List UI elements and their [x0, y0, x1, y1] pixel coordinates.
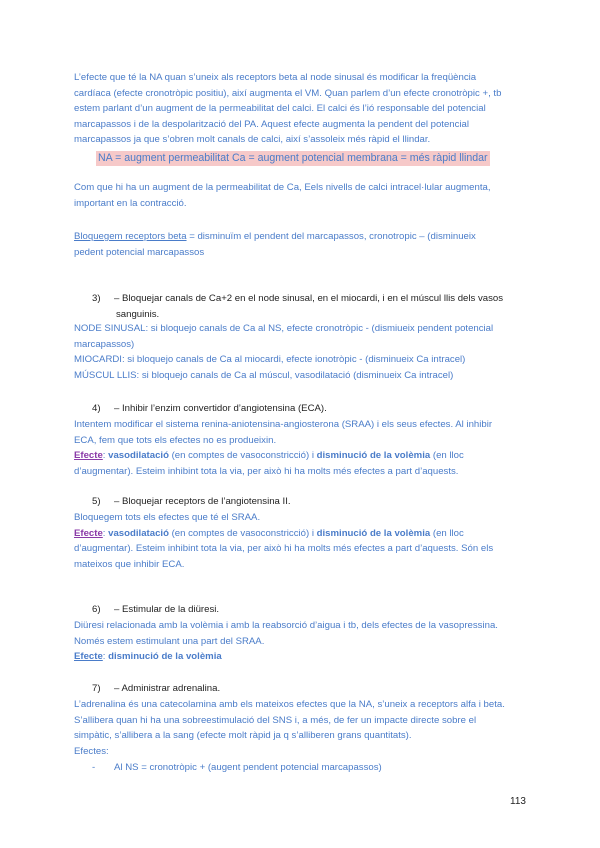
- text-line: d’augmentar). Esteim inhibint tota la via, per això hi ha molts més efectes a part d’aquests. Són els: [74, 543, 494, 555]
- text-line: L’efecte que té la NA quan s’uneix als receptors beta al node sinusal és modificar la freqüència: [74, 72, 477, 83]
- paragraph-calcium: [74, 180, 529, 211]
- text-line: ECA, fem que tots els efectes no es produeixin.: [74, 434, 277, 446]
- text-span: :: [102, 651, 109, 663]
- text-line: simpàtic, s’allibera a la sang (efecte molt ràpid ja q s’alliberen grans quantitats).: [74, 730, 412, 742]
- text-line: MÚSCUL LLIS: si bloquejo canals de Ca al múscul, vasodilatació (disminueix Ca intracel): [74, 369, 454, 381]
- text-line: cardíaca (efecte cronotròpic positiu), així augmenta el VM. Quan parlem d’un efecte cronotròpic +, tb: [74, 87, 502, 99]
- section-3-title: [114, 291, 529, 322]
- text-line: marcapassos i de la despolarització del PA. Aquest efecte augmenta la pendent del potencial: [74, 118, 470, 130]
- text-line: – Bloquejar canals de Ca+2 en el node sinusal, en el miocardi, i en el múscul llis dels vasos: [114, 293, 504, 304]
- section-number: 6): [92, 604, 101, 615]
- bold-term: disminució de la volèmia: [316, 450, 431, 462]
- text-line: important en la contracció.: [74, 197, 187, 209]
- text-line: marcapassos): [74, 338, 135, 350]
- bullet-item: [92, 760, 382, 776]
- section-title: – Estimular de la diüresi.: [114, 604, 220, 615]
- text-line: Com que hi ha un augment de la permeabilitat de Ca, Eels nivells de calci intracel·lular augmenta,: [74, 182, 491, 193]
- section-5-heading: [92, 494, 291, 510]
- section-3-heading: [92, 291, 114, 307]
- section-title: – Bloquejar receptors de l’angiotensina II.: [114, 496, 291, 507]
- bullet-text: Al NS = cronotròpic + (augent pendent potencial marcapassos): [114, 762, 382, 773]
- bullet-dash: -: [92, 762, 96, 773]
- section-3-body: [74, 321, 529, 383]
- text-line: estem parlant d’un augment de la permeabilitat del calci. El calci és l’ió responsable del potencial: [74, 103, 486, 115]
- text-line: [74, 448, 529, 464]
- page-number: 113: [510, 796, 526, 807]
- text-span: (en lloc: [430, 450, 464, 462]
- beta-block-link: Bloquegem receptors beta: [74, 231, 187, 242]
- section-5-body: [74, 510, 529, 572]
- text-line: pedent potencial marcapassos: [74, 246, 205, 258]
- bold-term: disminució de la volèmia: [108, 651, 222, 663]
- text-span: :: [102, 527, 109, 539]
- text-span: (en comptes de vasoconstricció) i: [168, 450, 317, 462]
- text-line: [74, 649, 529, 665]
- text-span: (en comptes de vasoconstricció) i: [168, 527, 317, 539]
- text-span: = disminuïm el pendent del marcapassos, cronotropic – (disminueix: [186, 231, 476, 242]
- efecte-label: Efecte: [74, 450, 103, 462]
- section-6-heading: [92, 602, 219, 618]
- text-line: Intentem modificar el sistema renina-aniotensina-angiosterona (SRAA) i els seus efectes. Al inhibir: [74, 419, 493, 430]
- paragraph-beta-block: [74, 229, 529, 260]
- bold-term: vasodilatació: [108, 450, 169, 462]
- text-line: Bloquegem tots els efectes que té el SRAA.: [74, 512, 261, 523]
- text-line: marcapassos ja que s’obren molt canals de calci, així s’assoleix més ràpid el llindar.: [74, 134, 431, 146]
- section-4-heading: [92, 401, 327, 417]
- section-number: 3): [92, 293, 101, 304]
- section-title: – Administrar adrenalina.: [114, 683, 221, 694]
- efecte-label: Efecte: [74, 651, 103, 663]
- efecte-label: Efecte: [74, 527, 103, 539]
- text-line: Només estem estimulant una part del SRAA.: [74, 635, 265, 647]
- paragraph-na-effect: [74, 70, 529, 148]
- text-line: Diüresi relacionada amb la volèmia i amb la reabsorció d’aigua i tb, dels efectes de la vasopressina.: [74, 620, 498, 631]
- text-line: [74, 229, 529, 245]
- text-line: S’allibera quan hi ha una sobreestimulació del SNS i, a més, de fer un impacte directe sobre el: [74, 714, 477, 726]
- bold-term: disminució de la volèmia: [316, 527, 431, 539]
- section-number: 4): [92, 403, 101, 414]
- section-7-body: [74, 697, 529, 759]
- text-line: sanguinis.: [116, 308, 160, 320]
- text-line: Efectes:: [74, 745, 109, 757]
- text-span: :: [102, 450, 109, 462]
- text-line: MIOCARDI: si bloquejo canals de Ca al miocardi, efecte ionotròpic - (disminueix Ca intracel): [74, 354, 466, 366]
- text-line: L’adrenalina és una catecolamina amb els mateixos efectes que la NA, s’uneix a receptors alfa i beta.: [74, 699, 505, 710]
- section-4-body: [74, 417, 529, 479]
- highlighted-summary: NA = augment permeabilitat Ca = augment potencial membrana = més ràpid llindar: [98, 152, 488, 164]
- text-line: [74, 526, 529, 542]
- section-7-heading: [92, 681, 220, 697]
- text-line: mateixos que inhibir ECA.: [74, 558, 185, 570]
- section-number: 7): [92, 683, 101, 694]
- section-6-body: [74, 618, 529, 665]
- text-line: NODE SINUSAL: si bloquejo canals de Ca al NS, efecte cronotròpic - (dismiueix pendent potencial: [74, 323, 494, 334]
- section-title: – Inhibir l’enzim convertidor d’angiotensina (ECA).: [114, 403, 327, 414]
- bold-term: vasodilatació: [108, 527, 169, 539]
- text-line: d’augmentar). Esteim inhibint tota la via, per això hi ha molts més efectes a part d’aquests.: [74, 465, 459, 477]
- text-span: (en lloc: [430, 527, 464, 539]
- section-number: 5): [92, 496, 101, 507]
